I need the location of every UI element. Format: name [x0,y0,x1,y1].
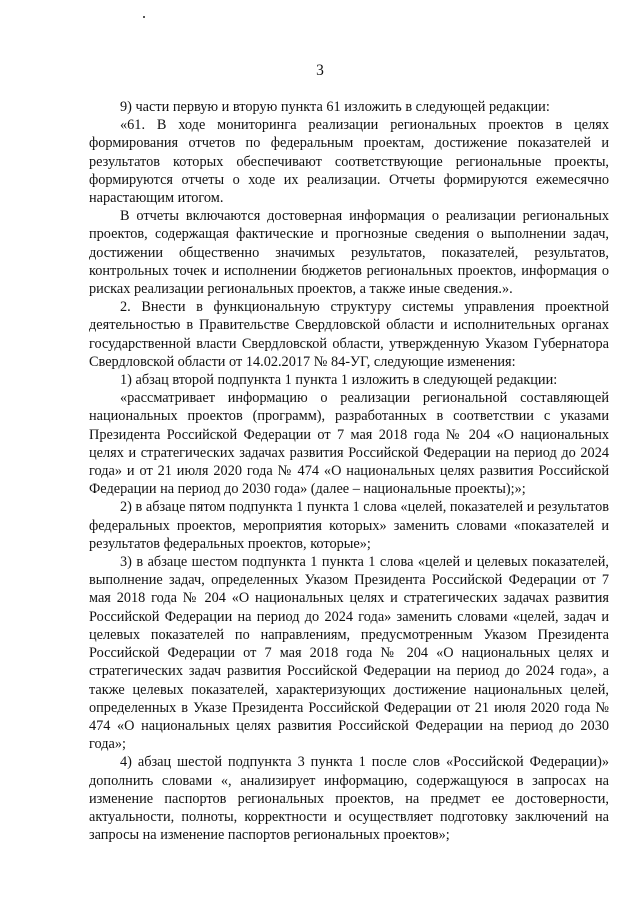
paragraph-subitem-1-text: «рассматривает информацию о реализации региональной составляющей национальных проектов (программ), разработанных в соответствии с указами Президента Российской Федерации от 7 мая 2018 года № 204 «О национальных целях и стратегических задачах развития Российской Федерации на период до 2024 года» и от 21 июля 2020 года № 474 «О национальных целях развития Российской Федерации на период до 2030 года» (далее – национальные проекты);»; [89,390,609,498]
scan-mark [143,16,145,18]
paragraph-subitem-2: 2) в абзаце пятом подпункта 1 пункта 1 слова «целей, показателей и результатов федеральных проектов, мероприятия которых» заменить словами «показателей и результатов федеральных проектов, которые»; [89,499,609,552]
paragraph-subitem-4: 4) абзац шестой подпункта 3 пункта 1 после слов «Российской Федерации)» дополнить словами «, анализирует информацию, содержащуюся в запросах на изменение паспортов региональных проектов, на предмет ее достоверности, актуальности, полноты, корректности и осуществляет подготовку заключений на запросы на изменение паспортов региональных проектов»; [89,754,609,844]
document-body [89,98,609,844]
paragraph-subitem-3: 3) в абзаце шестом подпункта 1 пункта 1 слова «целей и целевых показателей, выполнение задач, определенных Указом Президента Российской Федерации от 7 мая 2018 года № 204 «О национальных целях и стратегических задачах развития Российской Федерации на период до 2024 года» заменить словами «целей, задач и целевых показателей по направлениям, предусмотренным Указом Президента Российской Федерации от 7 мая 2018 года № 204 «О национальных целях и стратегических задач развития Российской Федерации на период до 2024 года», а также целевых показателей, характеризующих достижение национальных целей, определенных в Указе Президента Российской Федерации от 21 июля 2020 года № 474 «О национальных целях развития Российской Федерации на период до 2030 года»; [89,554,609,753]
paragraph-item-2: 2. Внести в функциональную структуру системы управления проектной деятельностью в Правительстве Свердловской области и исполнительных органах государственной власти Свердловской области, утвержденную Указом Губернатора Свердловской области от 14.02.2017 № 84-УГ, следующие изменения: [89,299,609,370]
paragraph-point-61: «61. В ходе мониторинга реализации региональных проектов в целях формирования отчетов по федеральным проектам, достижение показателей и результатов которых обеспечивают соответствующие региональные проекты, формируются отчеты о ходе их реализации. Отчеты формируются ежемесячно нарастающим итогом. [89,117,609,207]
paragraph-item-9: 9) части первую и вторую пункта 61 изложить в следующей редакции: [120,99,550,115]
paragraph-reports-content: В отчеты включаются достоверная информация о реализации региональных проектов, содержащая фактические и прогнозные сведения о выполнении задач, достижении общественно значимых результатов, показателей, результатов, контрольных точек и исполнении бюджетов региональных проектов, информация о рисках реализации региональных проектов, а также иные сведения.». [89,208,609,298]
paragraph-subitem-1: 1) абзац второй подпункта 1 пункта 1 изложить в следующей редакции: [120,372,558,389]
page-number: 3 [316,62,324,79]
